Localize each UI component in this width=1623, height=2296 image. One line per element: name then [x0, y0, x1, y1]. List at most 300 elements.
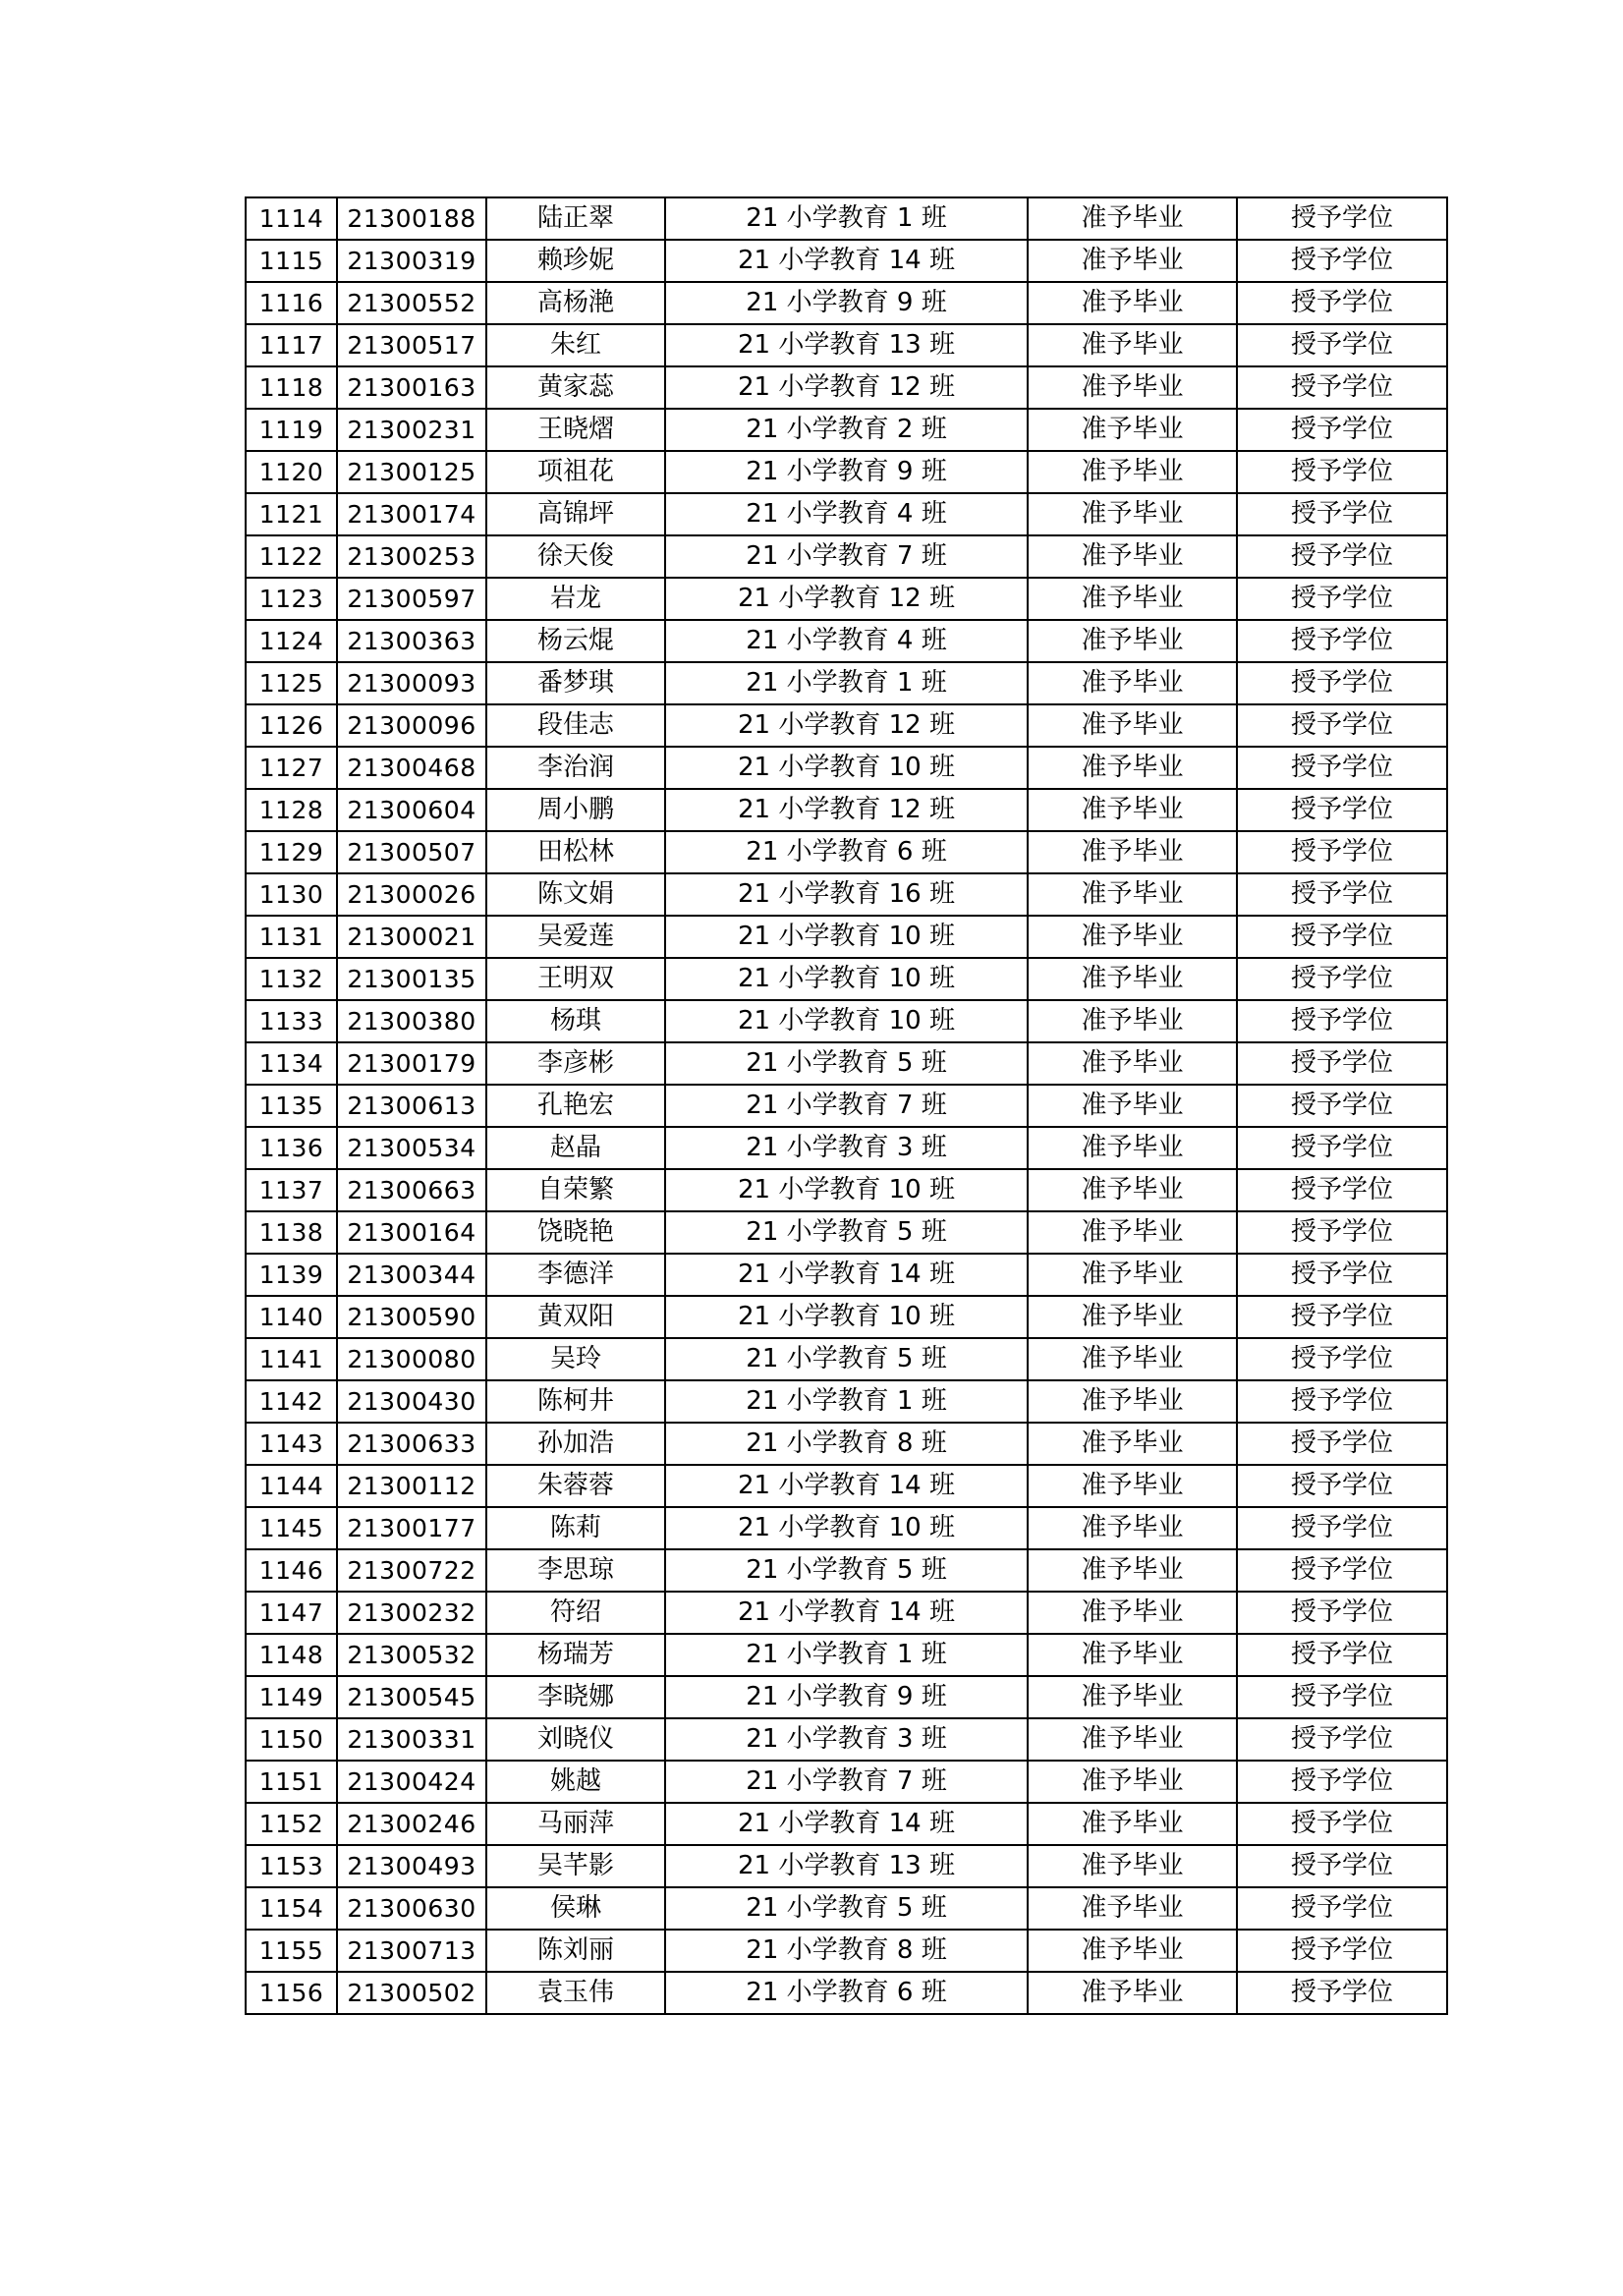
graduation-status-cell: 准予毕业: [1028, 916, 1237, 958]
student-id-cell: 21300112: [337, 1465, 486, 1507]
student-name-cell: 杨瑞芳: [486, 1634, 665, 1676]
graduation-status-cell: 准予毕业: [1028, 1803, 1237, 1845]
student-name-cell: 马丽萍: [486, 1803, 665, 1845]
degree-status-cell: 授予学位: [1237, 409, 1447, 451]
row-index-cell: 1153: [246, 1845, 337, 1887]
student-name-cell: 朱蓉蓉: [486, 1465, 665, 1507]
student-id-cell: 21300026: [337, 873, 486, 916]
graduation-status-cell: 准予毕业: [1028, 662, 1237, 704]
graduation-status-cell: 准予毕业: [1028, 1085, 1237, 1127]
class-cell: 21 小学教育 5 班: [665, 1887, 1028, 1930]
class-cell: 21 小学教育 10 班: [665, 1169, 1028, 1211]
class-cell: 21 小学教育 8 班: [665, 1930, 1028, 1972]
graduation-status-cell: 准予毕业: [1028, 493, 1237, 535]
table-row: [246, 1380, 1447, 1423]
degree-status-cell: 授予学位: [1237, 1338, 1447, 1380]
class-cell: 21 小学教育 12 班: [665, 704, 1028, 747]
graduation-status-cell: 准予毕业: [1028, 620, 1237, 662]
graduation-status-cell: 准予毕业: [1028, 1296, 1237, 1338]
graduation-status-cell: 准予毕业: [1028, 1592, 1237, 1634]
degree-status-cell: 授予学位: [1237, 1930, 1447, 1972]
row-index-cell: 1117: [246, 324, 337, 366]
student-name-cell: 符绍: [486, 1592, 665, 1634]
table-row: [246, 1000, 1447, 1042]
row-index-cell: 1124: [246, 620, 337, 662]
student-id-cell: 21300331: [337, 1718, 486, 1761]
student-id-cell: 21300093: [337, 662, 486, 704]
student-name-cell: 段佳志: [486, 704, 665, 747]
graduation-status-cell: 准予毕业: [1028, 1549, 1237, 1592]
class-cell: 21 小学教育 10 班: [665, 747, 1028, 789]
row-index-cell: 1121: [246, 493, 337, 535]
table-row: [246, 704, 1447, 747]
row-index-cell: 1152: [246, 1803, 337, 1845]
row-index-cell: 1125: [246, 662, 337, 704]
class-cell: 21 小学教育 10 班: [665, 1507, 1028, 1549]
class-cell: 21 小学教育 4 班: [665, 620, 1028, 662]
student-name-cell: 吴爱莲: [486, 916, 665, 958]
degree-status-cell: 授予学位: [1237, 704, 1447, 747]
degree-status-cell: 授予学位: [1237, 282, 1447, 324]
graduation-status-cell: 准予毕业: [1028, 1465, 1237, 1507]
graduation-status-cell: 准予毕业: [1028, 1972, 1237, 2014]
student-name-cell: 孙加浩: [486, 1423, 665, 1465]
student-id-cell: 21300663: [337, 1169, 486, 1211]
student-name-cell: 刘晓仪: [486, 1718, 665, 1761]
class-cell: 21 小学教育 13 班: [665, 1845, 1028, 1887]
student-id-cell: 21300517: [337, 324, 486, 366]
student-name-cell: 徐天俊: [486, 535, 665, 578]
row-index-cell: 1134: [246, 1042, 337, 1085]
class-cell: 21 小学教育 4 班: [665, 493, 1028, 535]
table-row: [246, 1634, 1447, 1676]
degree-status-cell: 授予学位: [1237, 1972, 1447, 2014]
graduation-status-cell: 准予毕业: [1028, 1845, 1237, 1887]
row-index-cell: 1131: [246, 916, 337, 958]
student-id-cell: 21300179: [337, 1042, 486, 1085]
row-index-cell: 1154: [246, 1887, 337, 1930]
class-cell: 21 小学教育 3 班: [665, 1718, 1028, 1761]
student-name-cell: 黄双阳: [486, 1296, 665, 1338]
student-name-cell: 田松林: [486, 831, 665, 873]
degree-status-cell: 授予学位: [1237, 493, 1447, 535]
student-name-cell: 高锦坪: [486, 493, 665, 535]
table-row: [246, 1592, 1447, 1634]
row-index-cell: 1116: [246, 282, 337, 324]
table-row: [246, 1127, 1447, 1169]
class-cell: 21 小学教育 8 班: [665, 1423, 1028, 1465]
student-id-cell: 21300552: [337, 282, 486, 324]
student-name-cell: 袁玉伟: [486, 1972, 665, 2014]
student-name-cell: 自荣繁: [486, 1169, 665, 1211]
degree-status-cell: 授予学位: [1237, 662, 1447, 704]
student-name-cell: 陆正翠: [486, 197, 665, 240]
graduation-status-cell: 准予毕业: [1028, 1169, 1237, 1211]
table-row: [246, 747, 1447, 789]
degree-status-cell: 授予学位: [1237, 873, 1447, 916]
degree-status-cell: 授予学位: [1237, 916, 1447, 958]
graduation-status-cell: 准予毕业: [1028, 578, 1237, 620]
table-row: [246, 324, 1447, 366]
graduation-status-cell: 准予毕业: [1028, 197, 1237, 240]
student-name-cell: 高杨滟: [486, 282, 665, 324]
degree-status-cell: 授予学位: [1237, 578, 1447, 620]
student-id-cell: 21300430: [337, 1380, 486, 1423]
class-cell: 21 小学教育 14 班: [665, 1803, 1028, 1845]
table-row: [246, 366, 1447, 409]
degree-status-cell: 授予学位: [1237, 1845, 1447, 1887]
graduation-status-cell: 准予毕业: [1028, 1676, 1237, 1718]
degree-status-cell: 授予学位: [1237, 1169, 1447, 1211]
table-row: [246, 1042, 1447, 1085]
student-id-cell: 21300722: [337, 1549, 486, 1592]
student-name-cell: 岩龙: [486, 578, 665, 620]
table-row: [246, 1803, 1447, 1845]
table-row: [246, 1085, 1447, 1127]
table-row: [246, 1549, 1447, 1592]
student-id-cell: 21300021: [337, 916, 486, 958]
degree-status-cell: 授予学位: [1237, 1718, 1447, 1761]
row-index-cell: 1147: [246, 1592, 337, 1634]
class-cell: 21 小学教育 13 班: [665, 324, 1028, 366]
student-id-cell: 21300253: [337, 535, 486, 578]
student-id-cell: 21300232: [337, 1592, 486, 1634]
student-id-cell: 21300246: [337, 1803, 486, 1845]
table-row: [246, 1845, 1447, 1887]
degree-status-cell: 授予学位: [1237, 1423, 1447, 1465]
degree-status-cell: 授予学位: [1237, 1296, 1447, 1338]
graduation-status-cell: 准予毕业: [1028, 240, 1237, 282]
table-row: [246, 831, 1447, 873]
row-index-cell: 1146: [246, 1549, 337, 1592]
graduation-status-cell: 准予毕业: [1028, 958, 1237, 1000]
student-name-cell: 饶晓艳: [486, 1211, 665, 1254]
row-index-cell: 1141: [246, 1338, 337, 1380]
degree-status-cell: 授予学位: [1237, 1000, 1447, 1042]
student-id-cell: 21300630: [337, 1887, 486, 1930]
student-name-cell: 赖珍妮: [486, 240, 665, 282]
table-row: [246, 1718, 1447, 1761]
student-id-cell: 21300080: [337, 1338, 486, 1380]
class-cell: 21 小学教育 5 班: [665, 1549, 1028, 1592]
student-name-cell: 孔艳宏: [486, 1085, 665, 1127]
row-index-cell: 1135: [246, 1085, 337, 1127]
degree-status-cell: 授予学位: [1237, 240, 1447, 282]
row-index-cell: 1149: [246, 1676, 337, 1718]
degree-status-cell: 授予学位: [1237, 958, 1447, 1000]
student-id-cell: 21300174: [337, 493, 486, 535]
student-name-cell: 朱红: [486, 324, 665, 366]
class-cell: 21 小学教育 5 班: [665, 1042, 1028, 1085]
row-index-cell: 1150: [246, 1718, 337, 1761]
student-id-cell: 21300502: [337, 1972, 486, 2014]
table-row: [246, 240, 1447, 282]
degree-status-cell: 授予学位: [1237, 197, 1447, 240]
table-row: [246, 409, 1447, 451]
student-id-cell: 21300507: [337, 831, 486, 873]
degree-status-cell: 授予学位: [1237, 366, 1447, 409]
graduation-status-cell: 准予毕业: [1028, 1380, 1237, 1423]
graduation-status-cell: 准予毕业: [1028, 789, 1237, 831]
graduates-table: [245, 196, 1448, 2015]
class-cell: 21 小学教育 9 班: [665, 1676, 1028, 1718]
student-id-cell: 21300363: [337, 620, 486, 662]
graduation-status-cell: 准予毕业: [1028, 409, 1237, 451]
degree-status-cell: 授予学位: [1237, 1803, 1447, 1845]
student-id-cell: 21300590: [337, 1296, 486, 1338]
row-index-cell: 1156: [246, 1972, 337, 2014]
degree-status-cell: 授予学位: [1237, 1592, 1447, 1634]
degree-status-cell: 授予学位: [1237, 535, 1447, 578]
graduation-status-cell: 准予毕业: [1028, 747, 1237, 789]
table-row: [246, 1761, 1447, 1803]
table-row: [246, 1930, 1447, 1972]
graduation-status-cell: 准予毕业: [1028, 1254, 1237, 1296]
graduation-status-cell: 准予毕业: [1028, 1338, 1237, 1380]
student-name-cell: 番梦琪: [486, 662, 665, 704]
degree-status-cell: 授予学位: [1237, 620, 1447, 662]
student-name-cell: 王明双: [486, 958, 665, 1000]
student-name-cell: 黄家蕊: [486, 366, 665, 409]
student-name-cell: 陈柯井: [486, 1380, 665, 1423]
table-row: [246, 662, 1447, 704]
row-index-cell: 1127: [246, 747, 337, 789]
degree-status-cell: 授予学位: [1237, 1887, 1447, 1930]
table-row: [246, 1972, 1447, 2014]
table-row: [246, 1676, 1447, 1718]
row-index-cell: 1133: [246, 1000, 337, 1042]
student-name-cell: 项祖花: [486, 451, 665, 493]
table-row: [246, 1887, 1447, 1930]
table-row: [246, 1423, 1447, 1465]
row-index-cell: 1142: [246, 1380, 337, 1423]
class-cell: 21 小学教育 1 班: [665, 662, 1028, 704]
class-cell: 21 小学教育 1 班: [665, 1380, 1028, 1423]
row-index-cell: 1137: [246, 1169, 337, 1211]
student-name-cell: 李彦彬: [486, 1042, 665, 1085]
student-name-cell: 李晓娜: [486, 1676, 665, 1718]
student-name-cell: 周小鹏: [486, 789, 665, 831]
degree-status-cell: 授予学位: [1237, 324, 1447, 366]
row-index-cell: 1118: [246, 366, 337, 409]
degree-status-cell: 授予学位: [1237, 1676, 1447, 1718]
class-cell: 21 小学教育 10 班: [665, 1296, 1028, 1338]
student-id-cell: 21300713: [337, 1930, 486, 1972]
graduation-status-cell: 准予毕业: [1028, 366, 1237, 409]
class-cell: 21 小学教育 1 班: [665, 1634, 1028, 1676]
row-index-cell: 1130: [246, 873, 337, 916]
table-row: [246, 958, 1447, 1000]
class-cell: 21 小学教育 12 班: [665, 789, 1028, 831]
degree-status-cell: 授予学位: [1237, 1254, 1447, 1296]
row-index-cell: 1119: [246, 409, 337, 451]
graduation-status-cell: 准予毕业: [1028, 535, 1237, 578]
student-name-cell: 陈文娟: [486, 873, 665, 916]
graduation-status-cell: 准予毕业: [1028, 704, 1237, 747]
student-name-cell: 侯琳: [486, 1887, 665, 1930]
row-index-cell: 1140: [246, 1296, 337, 1338]
table-row: [246, 620, 1447, 662]
graduation-status-cell: 准予毕业: [1028, 1042, 1237, 1085]
degree-status-cell: 授予学位: [1237, 451, 1447, 493]
row-index-cell: 1136: [246, 1127, 337, 1169]
student-id-cell: 21300344: [337, 1254, 486, 1296]
graduation-status-cell: 准予毕业: [1028, 1507, 1237, 1549]
graduation-status-cell: 准予毕业: [1028, 831, 1237, 873]
graduates-table-body: [246, 197, 1447, 2014]
class-cell: 21 小学教育 6 班: [665, 1972, 1028, 2014]
degree-status-cell: 授予学位: [1237, 1634, 1447, 1676]
degree-status-cell: 授予学位: [1237, 747, 1447, 789]
table-row: [246, 197, 1447, 240]
student-id-cell: 21300633: [337, 1423, 486, 1465]
graduation-status-cell: 准予毕业: [1028, 873, 1237, 916]
student-name-cell: 陈刘丽: [486, 1930, 665, 1972]
student-name-cell: 李思琼: [486, 1549, 665, 1592]
degree-status-cell: 授予学位: [1237, 1761, 1447, 1803]
row-index-cell: 1120: [246, 451, 337, 493]
student-id-cell: 21300164: [337, 1211, 486, 1254]
student-id-cell: 21300545: [337, 1676, 486, 1718]
graduation-status-cell: 准予毕业: [1028, 1718, 1237, 1761]
class-cell: 21 小学教育 7 班: [665, 1085, 1028, 1127]
student-id-cell: 21300424: [337, 1761, 486, 1803]
class-cell: 21 小学教育 5 班: [665, 1211, 1028, 1254]
row-index-cell: 1148: [246, 1634, 337, 1676]
student-name-cell: 杨云焜: [486, 620, 665, 662]
degree-status-cell: 授予学位: [1237, 1042, 1447, 1085]
table-row: [246, 1211, 1447, 1254]
degree-status-cell: 授予学位: [1237, 1211, 1447, 1254]
student-id-cell: 21300177: [337, 1507, 486, 1549]
graduation-status-cell: 准予毕业: [1028, 1127, 1237, 1169]
graduation-status-cell: 准予毕业: [1028, 1887, 1237, 1930]
degree-status-cell: 授予学位: [1237, 831, 1447, 873]
table-row: [246, 1254, 1447, 1296]
table-row: [246, 916, 1447, 958]
class-cell: 21 小学教育 16 班: [665, 873, 1028, 916]
student-name-cell: 赵晶: [486, 1127, 665, 1169]
table-row: [246, 1507, 1447, 1549]
student-name-cell: 杨琪: [486, 1000, 665, 1042]
class-cell: 21 小学教育 10 班: [665, 916, 1028, 958]
graduation-status-cell: 准予毕业: [1028, 1211, 1237, 1254]
class-cell: 21 小学教育 14 班: [665, 1592, 1028, 1634]
degree-status-cell: 授予学位: [1237, 1549, 1447, 1592]
graduation-status-cell: 准予毕业: [1028, 451, 1237, 493]
row-index-cell: 1155: [246, 1930, 337, 1972]
table-row: [246, 578, 1447, 620]
student-name-cell: 李德洋: [486, 1254, 665, 1296]
student-id-cell: 21300125: [337, 451, 486, 493]
row-index-cell: 1138: [246, 1211, 337, 1254]
student-id-cell: 21300532: [337, 1634, 486, 1676]
student-name-cell: 姚越: [486, 1761, 665, 1803]
class-cell: 21 小学教育 9 班: [665, 451, 1028, 493]
graduation-status-cell: 准予毕业: [1028, 1423, 1237, 1465]
student-id-cell: 21300613: [337, 1085, 486, 1127]
table-row: [246, 789, 1447, 831]
degree-status-cell: 授予学位: [1237, 1507, 1447, 1549]
degree-status-cell: 授予学位: [1237, 1127, 1447, 1169]
table-row: [246, 493, 1447, 535]
student-id-cell: 21300163: [337, 366, 486, 409]
table-row: [246, 1465, 1447, 1507]
student-id-cell: 21300135: [337, 958, 486, 1000]
student-name-cell: 李治润: [486, 747, 665, 789]
degree-status-cell: 授予学位: [1237, 1380, 1447, 1423]
table-row: [246, 451, 1447, 493]
student-id-cell: 21300493: [337, 1845, 486, 1887]
student-name-cell: 王晓熠: [486, 409, 665, 451]
class-cell: 21 小学教育 7 班: [665, 535, 1028, 578]
table-row: [246, 873, 1447, 916]
row-index-cell: 1114: [246, 197, 337, 240]
row-index-cell: 1129: [246, 831, 337, 873]
table-row: [246, 282, 1447, 324]
table-row: [246, 535, 1447, 578]
class-cell: 21 小学教育 12 班: [665, 578, 1028, 620]
graduation-status-cell: 准予毕业: [1028, 324, 1237, 366]
student-id-cell: 21300231: [337, 409, 486, 451]
row-index-cell: 1143: [246, 1423, 337, 1465]
graduation-status-cell: 准予毕业: [1028, 1000, 1237, 1042]
class-cell: 21 小学教育 1 班: [665, 197, 1028, 240]
class-cell: 21 小学教育 5 班: [665, 1338, 1028, 1380]
class-cell: 21 小学教育 14 班: [665, 240, 1028, 282]
row-index-cell: 1139: [246, 1254, 337, 1296]
class-cell: 21 小学教育 10 班: [665, 1000, 1028, 1042]
student-id-cell: 21300096: [337, 704, 486, 747]
graduation-status-cell: 准予毕业: [1028, 1634, 1237, 1676]
student-name-cell: 吴芊影: [486, 1845, 665, 1887]
class-cell: 21 小学教育 7 班: [665, 1761, 1028, 1803]
degree-status-cell: 授予学位: [1237, 1465, 1447, 1507]
row-index-cell: 1145: [246, 1507, 337, 1549]
table-row: [246, 1338, 1447, 1380]
row-index-cell: 1123: [246, 578, 337, 620]
row-index-cell: 1122: [246, 535, 337, 578]
student-id-cell: 21300380: [337, 1000, 486, 1042]
student-id-cell: 21300604: [337, 789, 486, 831]
graduation-status-cell: 准予毕业: [1028, 282, 1237, 324]
table-row: [246, 1296, 1447, 1338]
degree-status-cell: 授予学位: [1237, 1085, 1447, 1127]
row-index-cell: 1128: [246, 789, 337, 831]
student-name-cell: 陈莉: [486, 1507, 665, 1549]
class-cell: 21 小学教育 10 班: [665, 958, 1028, 1000]
graduation-status-cell: 准予毕业: [1028, 1761, 1237, 1803]
student-id-cell: 21300188: [337, 197, 486, 240]
graduation-status-cell: 准予毕业: [1028, 1930, 1237, 1972]
class-cell: 21 小学教育 6 班: [665, 831, 1028, 873]
row-index-cell: 1126: [246, 704, 337, 747]
class-cell: 21 小学教育 14 班: [665, 1254, 1028, 1296]
row-index-cell: 1115: [246, 240, 337, 282]
class-cell: 21 小学教育 3 班: [665, 1127, 1028, 1169]
table-row: [246, 1169, 1447, 1211]
class-cell: 21 小学教育 12 班: [665, 366, 1028, 409]
student-id-cell: 21300468: [337, 747, 486, 789]
row-index-cell: 1151: [246, 1761, 337, 1803]
student-name-cell: 吴玲: [486, 1338, 665, 1380]
class-cell: 21 小学教育 14 班: [665, 1465, 1028, 1507]
class-cell: 21 小学教育 9 班: [665, 282, 1028, 324]
class-cell: 21 小学教育 2 班: [665, 409, 1028, 451]
degree-status-cell: 授予学位: [1237, 789, 1447, 831]
student-id-cell: 21300534: [337, 1127, 486, 1169]
row-index-cell: 1132: [246, 958, 337, 1000]
